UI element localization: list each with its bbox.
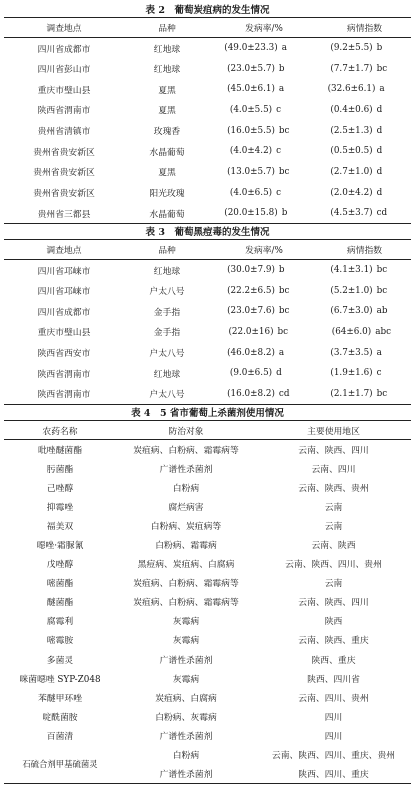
rate-group: c xyxy=(276,146,282,157)
index-group: a xyxy=(376,347,382,358)
rate-value: (30.0±7.9) xyxy=(227,265,275,276)
control-target: 炭疽病、白粉病、霜霉病等 xyxy=(133,445,239,456)
variety-cell: 夏黑 xyxy=(158,168,176,179)
table-row xyxy=(4,58,411,79)
index-group: b xyxy=(376,43,383,54)
index-value: (2.5±1.3) xyxy=(330,125,373,136)
variety-cell: 水晶葡萄 xyxy=(149,147,185,158)
rate-value: (20.0±15.8) xyxy=(224,208,278,219)
index-group: bc xyxy=(376,63,388,74)
table-row xyxy=(4,726,411,745)
variety-cell: 水晶葡萄 xyxy=(149,209,185,220)
index-cell xyxy=(318,260,411,281)
pesticide-name: 抑霉唑 xyxy=(46,502,74,513)
control-target: 白粉病 xyxy=(172,483,200,494)
rate-group: bc xyxy=(278,306,290,317)
index-value: (2.0±4.2) xyxy=(330,187,373,198)
index-group: d xyxy=(376,125,383,136)
usage-region: 陕西 xyxy=(324,617,343,628)
usage-region: 云南、陕西、四川、贵州 xyxy=(285,560,382,571)
rate-cell xyxy=(210,280,318,301)
rate-group: bc xyxy=(278,166,290,177)
index-cell xyxy=(318,79,411,100)
usage-region: 陕西、重庆 xyxy=(311,655,356,666)
location-cell: 四川省成都市 xyxy=(37,307,91,318)
table-row xyxy=(4,322,411,343)
usage-region: 云南、陕西、重庆 xyxy=(298,636,369,647)
usage-region: 四川 xyxy=(324,712,343,723)
index-value: (2.7±1.0) xyxy=(330,166,373,177)
index-cell xyxy=(318,38,411,59)
index-cell xyxy=(318,280,411,301)
index-value: (0.5±0.5) xyxy=(330,146,373,157)
table3-caption: 表 3 葡萄黑痘毒的发生情况 xyxy=(145,227,270,238)
table3-header-index: 病情指数 xyxy=(318,240,411,260)
table-row xyxy=(4,554,411,573)
index-group: bc xyxy=(376,388,388,399)
rate-cell xyxy=(210,260,318,281)
index-cell xyxy=(318,182,411,203)
rate-group: a xyxy=(281,43,287,54)
usage-region: 云南 xyxy=(324,521,343,532)
index-group: c xyxy=(376,368,382,379)
pesticide-name: 石硫合剂甲基硫菌灵 xyxy=(22,758,98,769)
rate-cell xyxy=(210,363,318,384)
table-row xyxy=(4,459,411,478)
table-row xyxy=(4,745,411,764)
usage-region: 云南、陕西 xyxy=(311,541,356,552)
rate-cell xyxy=(210,342,318,363)
table4-header-target: 防治对象 xyxy=(116,421,256,440)
usage-region: 云南、四川 xyxy=(311,464,356,475)
pesticide-name: 嘧菌酯 xyxy=(46,579,74,590)
table-row xyxy=(4,650,411,669)
table4-body xyxy=(4,440,411,784)
index-group: abc xyxy=(375,326,392,337)
table3 xyxy=(4,239,411,405)
location-cell: 贵州省贵安新区 xyxy=(33,189,95,200)
usage-region: 云南、陕西、贵州 xyxy=(298,483,369,494)
usage-region: 云南、陕西、四川 xyxy=(298,445,369,456)
table-row xyxy=(4,573,411,592)
table-row xyxy=(4,203,411,224)
control-target: 炭疽病、白粉病、霜霉病等 xyxy=(133,598,239,609)
pesticide-name: 戊唑醇 xyxy=(46,560,74,571)
location-cell: 重庆市璧山县 xyxy=(37,328,91,339)
rate-group: b xyxy=(281,208,288,219)
index-value: (5.2±1.0) xyxy=(330,285,373,296)
index-value: (3.7±3.5) xyxy=(330,347,373,358)
control-target: 炭疽病、白粉病、霜霉病等 xyxy=(133,579,239,590)
variety-cell: 红地球 xyxy=(153,369,181,380)
table-row xyxy=(4,79,411,100)
table-row xyxy=(4,342,411,363)
table-row xyxy=(4,384,411,405)
location-cell: 陕西省渭南市 xyxy=(37,369,91,380)
rate-cell xyxy=(210,79,318,100)
index-cell xyxy=(318,203,411,224)
location-cell: 四川省邛崃市 xyxy=(37,266,91,277)
pesticide-name: 苯醚甲环唑 xyxy=(38,693,82,704)
rate-cell xyxy=(210,120,318,141)
rate-cell xyxy=(210,203,318,224)
rate-value: (4.0±6.5) xyxy=(229,187,273,198)
variety-cell: 夏黑 xyxy=(158,85,176,96)
index-cell xyxy=(318,363,411,384)
pesticide-name: 百菌清 xyxy=(46,731,74,742)
index-group: d xyxy=(376,146,383,157)
table-row xyxy=(4,260,411,281)
index-group: a xyxy=(379,84,385,95)
rate-cell xyxy=(210,162,318,183)
location-cell: 重庆市璧山县 xyxy=(37,85,91,96)
location-cell: 贵州省清镇市 xyxy=(37,127,91,138)
table-row xyxy=(4,688,411,707)
table-row xyxy=(4,669,411,688)
variety-cell: 户太八号 xyxy=(149,390,185,401)
control-target: 灰霉病 xyxy=(172,674,200,685)
rate-value: (45.0±6.1) xyxy=(227,84,275,95)
rate-cell xyxy=(210,182,318,203)
table4-caption: 表 4 5 省市葡萄上杀菌剂使用情况 xyxy=(131,408,284,419)
control-target: 腐烂病害 xyxy=(168,502,204,513)
table2-header-location: 调查地点 xyxy=(4,18,124,38)
usage-region: 陕西、四川、重庆 xyxy=(298,769,369,780)
rate-value: (46.0±8.2) xyxy=(227,347,275,358)
table-row xyxy=(4,120,411,141)
rate-group: c xyxy=(276,187,282,198)
location-cell: 陕西省渭南市 xyxy=(37,390,91,401)
rate-group: b xyxy=(278,265,285,276)
index-group: cd xyxy=(376,208,388,219)
control-target: 黑痘病、炭疽病、白腐病 xyxy=(137,560,235,571)
index-cell xyxy=(318,141,411,162)
control-target: 白粉病、灰霉病 xyxy=(155,712,217,723)
usage-region: 云南 xyxy=(324,502,343,513)
control-target: 广谱性杀菌剂 xyxy=(159,464,213,475)
index-value: (2.1±1.7) xyxy=(330,388,373,399)
location-cell: 四川省成都市 xyxy=(37,44,91,55)
table4-header-region: 主要使用地区 xyxy=(256,421,411,440)
table2-caption: 表 2 葡萄炭疽病的发生情况 xyxy=(145,5,270,16)
table2-body xyxy=(4,38,411,224)
index-group: d xyxy=(376,104,383,115)
pesticide-name: 多菌灵 xyxy=(46,655,74,666)
table3-header-rate: 发病率/% xyxy=(210,240,318,260)
table2 xyxy=(4,17,411,224)
usage-region: 云南、陕西、四川、重庆、贵州 xyxy=(271,751,396,762)
table2-header-rate: 发病率/% xyxy=(210,18,318,38)
rate-cell xyxy=(210,38,318,59)
location-cell: 贵州省贵安新区 xyxy=(33,168,95,179)
table-row xyxy=(4,592,411,611)
control-target: 白粉病、炭疽病等 xyxy=(150,521,222,532)
index-value: (4.1±3.1) xyxy=(330,265,373,276)
index-value: (7.7±1.7) xyxy=(330,63,373,74)
rate-group: cd xyxy=(278,388,290,399)
location-cell: 贵州省贵安新区 xyxy=(33,147,95,158)
index-value: (0.4±0.6) xyxy=(330,104,373,115)
control-target: 灰霉病 xyxy=(172,617,200,628)
rate-group: a xyxy=(278,84,285,95)
index-group: d xyxy=(376,166,383,177)
index-group: d xyxy=(376,187,383,198)
table3-body xyxy=(4,260,411,405)
table2-header-index: 病情指数 xyxy=(318,18,411,38)
rate-value: (22.0±16) xyxy=(228,326,274,337)
usage-region: 四川 xyxy=(324,731,343,742)
pesticide-name: 肟菌酯 xyxy=(46,464,74,475)
table-row xyxy=(4,301,411,322)
index-value: (1.9±1.6) xyxy=(330,368,373,379)
index-value: (4.5±3.7) xyxy=(330,208,373,219)
index-group: ab xyxy=(376,306,388,317)
rate-cell xyxy=(210,322,318,343)
index-group: bc xyxy=(376,265,388,276)
table4 xyxy=(4,420,411,784)
variety-cell: 玫瑰香 xyxy=(153,127,181,138)
rate-group: d xyxy=(276,368,282,379)
index-cell xyxy=(318,384,411,405)
table-row xyxy=(4,478,411,497)
rate-group: bc xyxy=(278,285,290,296)
table-row xyxy=(4,535,411,554)
table-row xyxy=(4,707,411,726)
rate-group: bc xyxy=(278,125,290,136)
rate-value: (22.2±6.5) xyxy=(227,285,275,296)
usage-region: 陕西、四川省 xyxy=(307,674,360,685)
rate-cell xyxy=(210,301,318,322)
rate-value: (49.0±23.3) xyxy=(224,43,278,54)
location-cell: 四川省邛崃市 xyxy=(37,287,91,298)
rate-cell xyxy=(210,384,318,405)
table3-header-variety: 品种 xyxy=(124,240,210,260)
variety-cell: 金手指 xyxy=(153,307,181,318)
pesticide-name: 嘧霉胺 xyxy=(46,636,74,647)
pesticide-name: 己唑醇 xyxy=(46,483,74,494)
table-row xyxy=(4,611,411,630)
rate-value: (13.0±5.7) xyxy=(227,166,275,177)
table4-header-pesticide: 农药名称 xyxy=(4,421,116,440)
rate-cell xyxy=(210,141,318,162)
table2-header-variety: 品种 xyxy=(124,18,210,38)
table-row xyxy=(4,141,411,162)
table-row xyxy=(4,162,411,183)
index-value: (6.7±3.0) xyxy=(330,306,373,317)
pesticide-name: 醚菌酯 xyxy=(46,598,74,609)
rate-cell xyxy=(210,58,318,79)
control-target: 灰霉病 xyxy=(172,636,200,647)
control-target: 广谱性杀菌剂 xyxy=(159,731,213,742)
table-row xyxy=(4,630,411,649)
rate-group: a xyxy=(278,347,285,358)
index-cell xyxy=(318,301,411,322)
control-target: 白粉病、霜霉病 xyxy=(155,541,217,552)
rate-value: (23.0±5.7) xyxy=(227,63,275,74)
index-cell xyxy=(318,162,411,183)
index-group: bc xyxy=(376,285,388,296)
table-row xyxy=(4,100,411,121)
pesticide-name: 啶酰菌胺 xyxy=(42,712,78,723)
location-cell: 陕西省渭南市 xyxy=(37,106,91,117)
variety-cell: 户太八号 xyxy=(149,287,185,298)
table3-header-location: 调查地点 xyxy=(4,240,124,260)
rate-value: (23.0±7.6) xyxy=(227,306,275,317)
location-cell: 四川省彭山市 xyxy=(37,65,91,76)
variety-cell: 阳光玫瑰 xyxy=(149,189,185,200)
table-row xyxy=(4,182,411,203)
pesticide-name: 噁唑·霜脲氰 xyxy=(36,541,84,552)
rate-value: (16.0±8.2) xyxy=(227,388,275,399)
pesticide-name: 福美双 xyxy=(46,521,74,532)
rate-value: (4.0±4.2) xyxy=(229,146,273,157)
rate-value: (4.0±5.5) xyxy=(229,104,273,115)
index-cell xyxy=(318,342,411,363)
rate-value: (9.0±6.5) xyxy=(229,368,273,379)
index-cell xyxy=(318,120,411,141)
variety-cell: 夏黑 xyxy=(158,106,176,117)
variety-cell: 金手指 xyxy=(153,328,181,339)
rate-group: bc xyxy=(277,326,289,337)
pesticide-name: 腐霉利 xyxy=(46,617,74,628)
control-target: 白粉病 xyxy=(172,751,200,762)
table-row xyxy=(4,280,411,301)
index-cell xyxy=(318,100,411,121)
variety-cell: 户太八号 xyxy=(149,349,185,360)
pesticide-name: 吡唑醚菌酯 xyxy=(38,445,82,456)
usage-region: 云南 xyxy=(324,579,343,590)
variety-cell: 红地球 xyxy=(153,44,181,55)
rate-cell xyxy=(210,100,318,121)
table-row xyxy=(4,440,411,459)
index-value: (64±6.0) xyxy=(331,326,372,337)
control-target: 广谱性杀菌剂 xyxy=(159,769,213,780)
control-target: 广谱性杀菌剂 xyxy=(159,655,213,666)
table-row xyxy=(4,516,411,535)
location-cell: 陕西省西安市 xyxy=(37,349,91,360)
rate-group: c xyxy=(276,104,282,115)
variety-cell: 红地球 xyxy=(153,65,181,76)
control-target: 炭疽病、白腐病 xyxy=(155,693,217,704)
index-cell xyxy=(318,322,411,343)
table-row xyxy=(4,363,411,384)
rate-group: b xyxy=(278,63,285,74)
table-row xyxy=(4,497,411,516)
usage-region: 云南、四川、贵州 xyxy=(298,693,369,704)
variety-cell: 红地球 xyxy=(153,266,181,277)
rate-value: (16.0±5.5) xyxy=(227,125,275,136)
index-value: (32.6±6.1) xyxy=(327,84,376,95)
usage-region: 云南、陕西、四川 xyxy=(298,598,369,609)
index-value: (9.2±5.5) xyxy=(330,43,373,54)
location-cell: 贵州省三都县 xyxy=(37,209,91,220)
table-row xyxy=(4,38,411,59)
pesticide-name: 咪菌噁唑 SYP-Z048 xyxy=(19,674,101,685)
index-cell xyxy=(318,58,411,79)
